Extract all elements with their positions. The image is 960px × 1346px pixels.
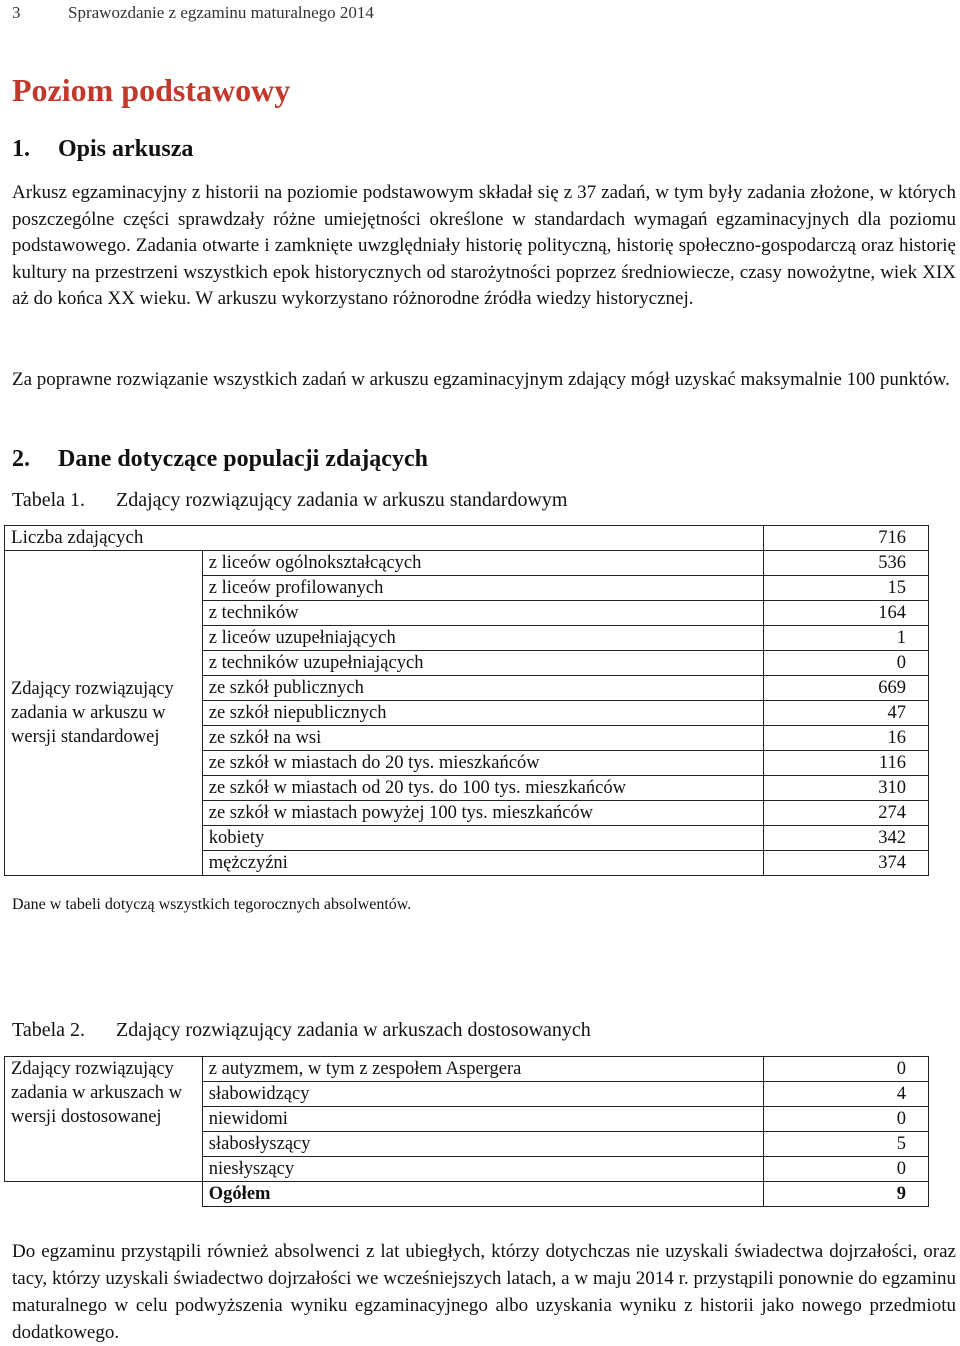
table-1-label: Tabela 1. — [12, 489, 86, 511]
empty-cell — [5, 1182, 203, 1207]
row-label-cell: słabosłyszący — [202, 1132, 763, 1157]
row-value-cell: 4 — [764, 1082, 929, 1107]
row-value-cell: 669 — [764, 676, 929, 701]
row-label-cell: słabowidzący — [202, 1082, 763, 1107]
section-1-title: Opis arkusza — [58, 136, 194, 162]
table-row — [5, 526, 929, 551]
page-title: Poziom podstawowy — [12, 72, 291, 108]
section-1-number: 1. — [12, 136, 30, 162]
row-label-cell: ze szkół w miastach do 20 tys. mieszkańców — [202, 751, 764, 776]
row-value-cell: 0 — [764, 1057, 929, 1082]
row-label-cell: kobiety — [202, 826, 764, 851]
table-2 — [4, 1056, 929, 1207]
group-label-cell: Zdający rozwiązujący zadania w arkuszach w wersji dostosowanej — [5, 1057, 203, 1182]
closing-paragraph: Do egzaminu przystąpili również absolwenci z lat ubiegłych, którzy dotychczas nie uzyskali świadectwa dojrzałości, oraz tacy, którzy uzyskali świadectwo dojrzałości we wcześniejszych latach, a w maju 2014 r. przystąpili ponownie do egzaminu maturalnego w celu podwyższenia wyniku egzaminacyjnego albo uzyskania wyniku z historii jako nowego przedmiotu dodatkowego. — [12, 1241, 956, 1343]
row-label-cell: ze szkół na wsi — [202, 726, 764, 751]
section-1-paragraph-1: Arkusz egzaminacyjny z historii na poziomie podstawowym składał się z 37 zadań, w tym były zadania złożone, w których poszczególne części sprawdzały różne umiejętności określone w standardach wymagań egzaminacyjnych dla poziomu podstawowego. Zadania otwarte i zamknięte uwzględniały historię polityczną, historię społeczno-gospodarczą oraz historię kultury na przestrzeni wszystkich epok historycznych od starożytności poprzez średniowiecze, czasy nowożytne, wiek XIX aż do końca XX wieku. W arkuszu wykorzystano różnorodne źródła wiedzy historycznej. — [12, 182, 956, 309]
section-2-number: 2. — [12, 446, 30, 472]
row-value-cell: 310 — [764, 776, 929, 801]
row-label-cell: ze szkół niepublicznych — [202, 701, 764, 726]
row-value-cell: 164 — [764, 601, 929, 626]
section-2-title: Dane dotyczące populacji zdających — [58, 446, 428, 472]
table-2-title: Zdający rozwiązujący zadania w arkuszach dostosowanych — [116, 1019, 591, 1041]
row-value-cell: 116 — [764, 751, 929, 776]
page-header — [12, 3, 374, 23]
row-value-cell: 1 — [764, 626, 929, 651]
row-value-cell: 536 — [764, 551, 929, 576]
row-label-cell: niesłyszący — [202, 1157, 763, 1182]
table-2-label: Tabela 2. — [12, 1019, 86, 1041]
row-value-cell: 342 — [764, 826, 929, 851]
row-label-cell: z liceów uzupełniających — [202, 626, 764, 651]
table-row — [5, 1057, 929, 1082]
row-label-cell: ze szkół publicznych — [202, 676, 764, 701]
total-label-cell: Liczba zdających — [5, 526, 764, 551]
row-value-cell: 5 — [764, 1132, 929, 1157]
table-row — [5, 551, 929, 576]
running-title: Sprawozdanie z egzaminu maturalnego 2014 — [68, 3, 374, 22]
row-label-cell: ze szkół w miastach od 20 tys. do 100 tys. mieszkańców — [202, 776, 764, 801]
row-value-cell: 274 — [764, 801, 929, 826]
section-2-heading — [12, 446, 428, 473]
row-label-cell: z liceów profilowanych — [202, 576, 764, 601]
row-label-cell: ze szkół w miastach powyżej 100 tys. mieszkańców — [202, 801, 764, 826]
page-number: 3 — [12, 3, 21, 22]
section-1-heading — [12, 136, 193, 163]
row-value-cell: 374 — [764, 851, 929, 876]
row-label-cell: mężczyźni — [202, 851, 764, 876]
row-value-cell: 16 — [764, 726, 929, 751]
table-2-caption — [12, 1019, 591, 1042]
table-row — [5, 1182, 929, 1207]
row-value-cell: 0 — [764, 1157, 929, 1182]
table-1-caption — [12, 489, 567, 512]
row-label-cell: z autyzmem, w tym z zespołem Aspergera — [202, 1057, 763, 1082]
total-value-cell: 716 — [764, 526, 929, 551]
table-1-title: Zdający rozwiązujący zadania w arkuszu standardowym — [116, 489, 568, 511]
total-value-cell: 9 — [764, 1182, 929, 1207]
total-label-cell: Ogółem — [202, 1182, 763, 1207]
table-1 — [4, 525, 929, 876]
table-1-note: Dane w tabeli dotyczą wszystkich tegorocznych absolwentów. — [12, 896, 412, 913]
row-value-cell: 0 — [764, 651, 929, 676]
row-label-cell: z liceów ogólnokształcących — [202, 551, 764, 576]
row-value-cell: 15 — [764, 576, 929, 601]
row-label-cell: z techników — [202, 601, 764, 626]
section-1-paragraph-2: Za poprawne rozwiązanie wszystkich zadań w arkuszu egzaminacyjnym zdający mógł uzyskać maksymalnie 100 punktów. — [12, 369, 950, 390]
row-label-cell: z techników uzupełniających — [202, 651, 764, 676]
row-value-cell: 47 — [764, 701, 929, 726]
row-label-cell: niewidomi — [202, 1107, 763, 1132]
group-label-cell: Zdający rozwiązujący zadania w arkuszu w wersji standardowej — [5, 551, 203, 876]
row-value-cell: 0 — [764, 1107, 929, 1132]
